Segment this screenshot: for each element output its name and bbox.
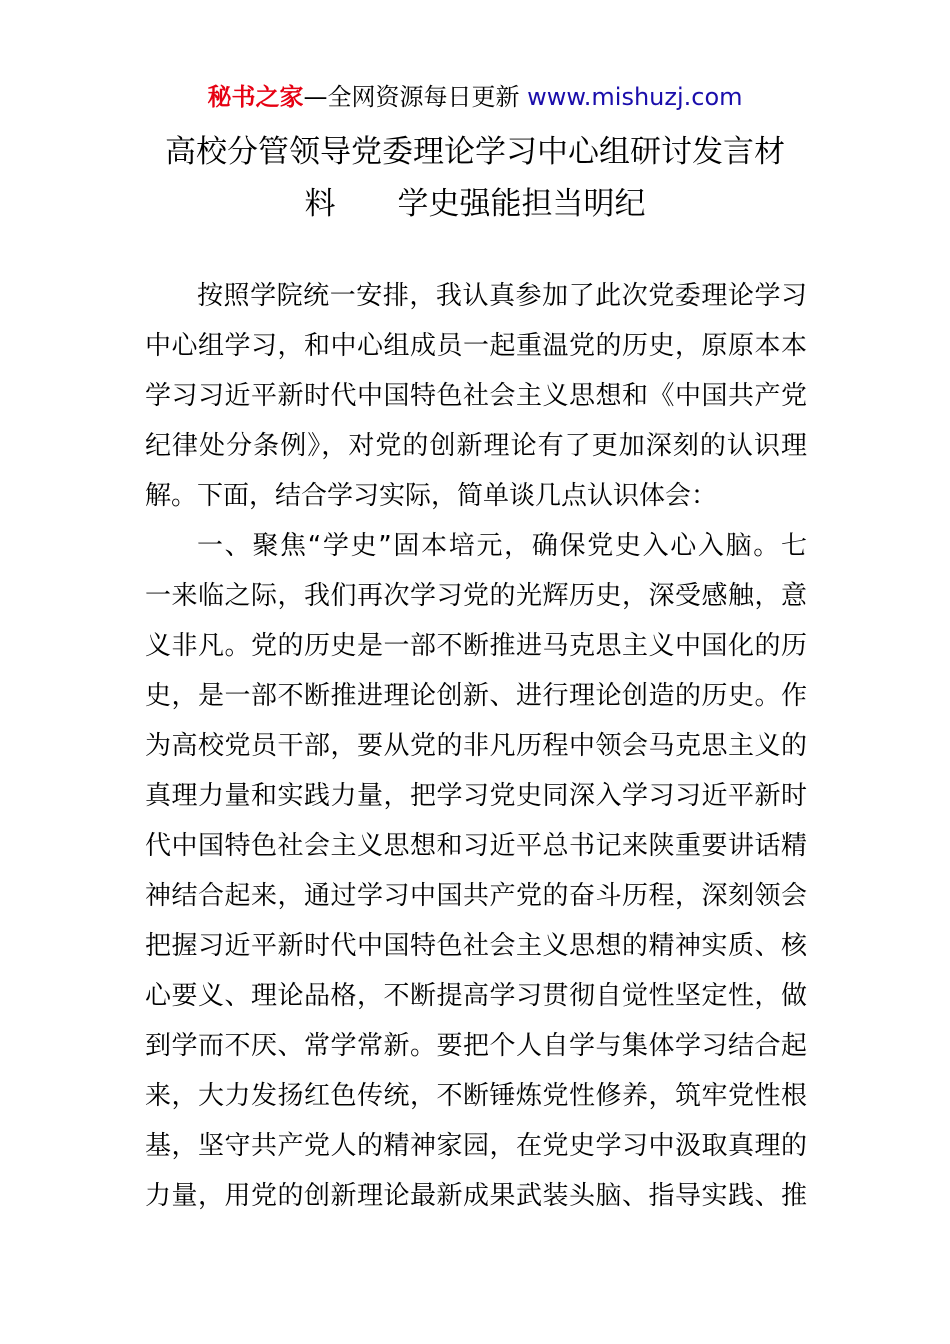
body-line: 一来临之际，我们再次学习党的光辉历史，深受感触，意 — [145, 581, 807, 611]
body-line: 心要义、理论品格，不断提高学习贯彻自觉性坚定性，做 — [145, 981, 807, 1011]
body-line: 解。下面，结合学习实际，简单谈几点认识体会： — [145, 481, 718, 511]
site-brand: 秘书之家 — [207, 83, 304, 111]
body-line: 纪律处分条例》，对党的创新理论有了更加深刻的认识理 — [145, 431, 807, 461]
site-tagline: —全网资源每日更新 — [303, 83, 528, 111]
title-line-2: 料 学史强能担当明纪 — [304, 186, 646, 222]
body-line: 按照学院统一安排，我认真参加了此次党委理论学习 — [197, 281, 807, 311]
body-line: 到学而不厌、常学常新。要把个人自学与集体学习结合起 — [145, 1031, 807, 1061]
title-line-1: 高校分管领导党委理论学习中心组研讨发言材 — [165, 134, 785, 170]
body-line: 为高校党员干部，要从党的非凡历程中领会马克思主义的 — [145, 731, 807, 761]
site-url-link[interactable]: www.mishuzj.com — [527, 83, 743, 111]
body-line: 神结合起来，通过学习中国共产党的奋斗历程，深刻领会 — [145, 881, 807, 911]
body-line: 史，是一部不断推进理论创新、进行理论创造的历史。作 — [145, 681, 807, 711]
body-line: 中心组学习，和中心组成员一起重温党的历史，原原本本 — [145, 331, 807, 361]
site-header — [0, 80, 950, 114]
body-line: 把握习近平新时代中国特色社会主义思想的精神实质、核 — [145, 931, 807, 961]
document-title — [145, 126, 805, 230]
body-line: 一、聚焦“学史”固本培元，确保党史入心入脑。七 — [197, 531, 807, 561]
document-body — [145, 271, 807, 1221]
body-line: 义非凡。党的历史是一部不断推进马克思主义中国化的历 — [145, 631, 807, 661]
body-line: 学习习近平新时代中国特色社会主义思想和《中国共产党 — [145, 381, 807, 411]
body-line: 真理力量和实践力量，把学习党史同深入学习习近平新时 — [145, 781, 807, 811]
body-line: 基，坚守共产党人的精神家园，在党史学习中汲取真理的 — [145, 1131, 807, 1161]
body-line: 代中国特色社会主义思想和习近平总书记来陕重要讲话精 — [145, 831, 807, 861]
body-line: 力量，用党的创新理论最新成果武装头脑、指导实践、推 — [145, 1181, 807, 1211]
body-line: 来，大力发扬红色传统，不断锤炼党性修养，筑牢党性根 — [145, 1081, 807, 1111]
